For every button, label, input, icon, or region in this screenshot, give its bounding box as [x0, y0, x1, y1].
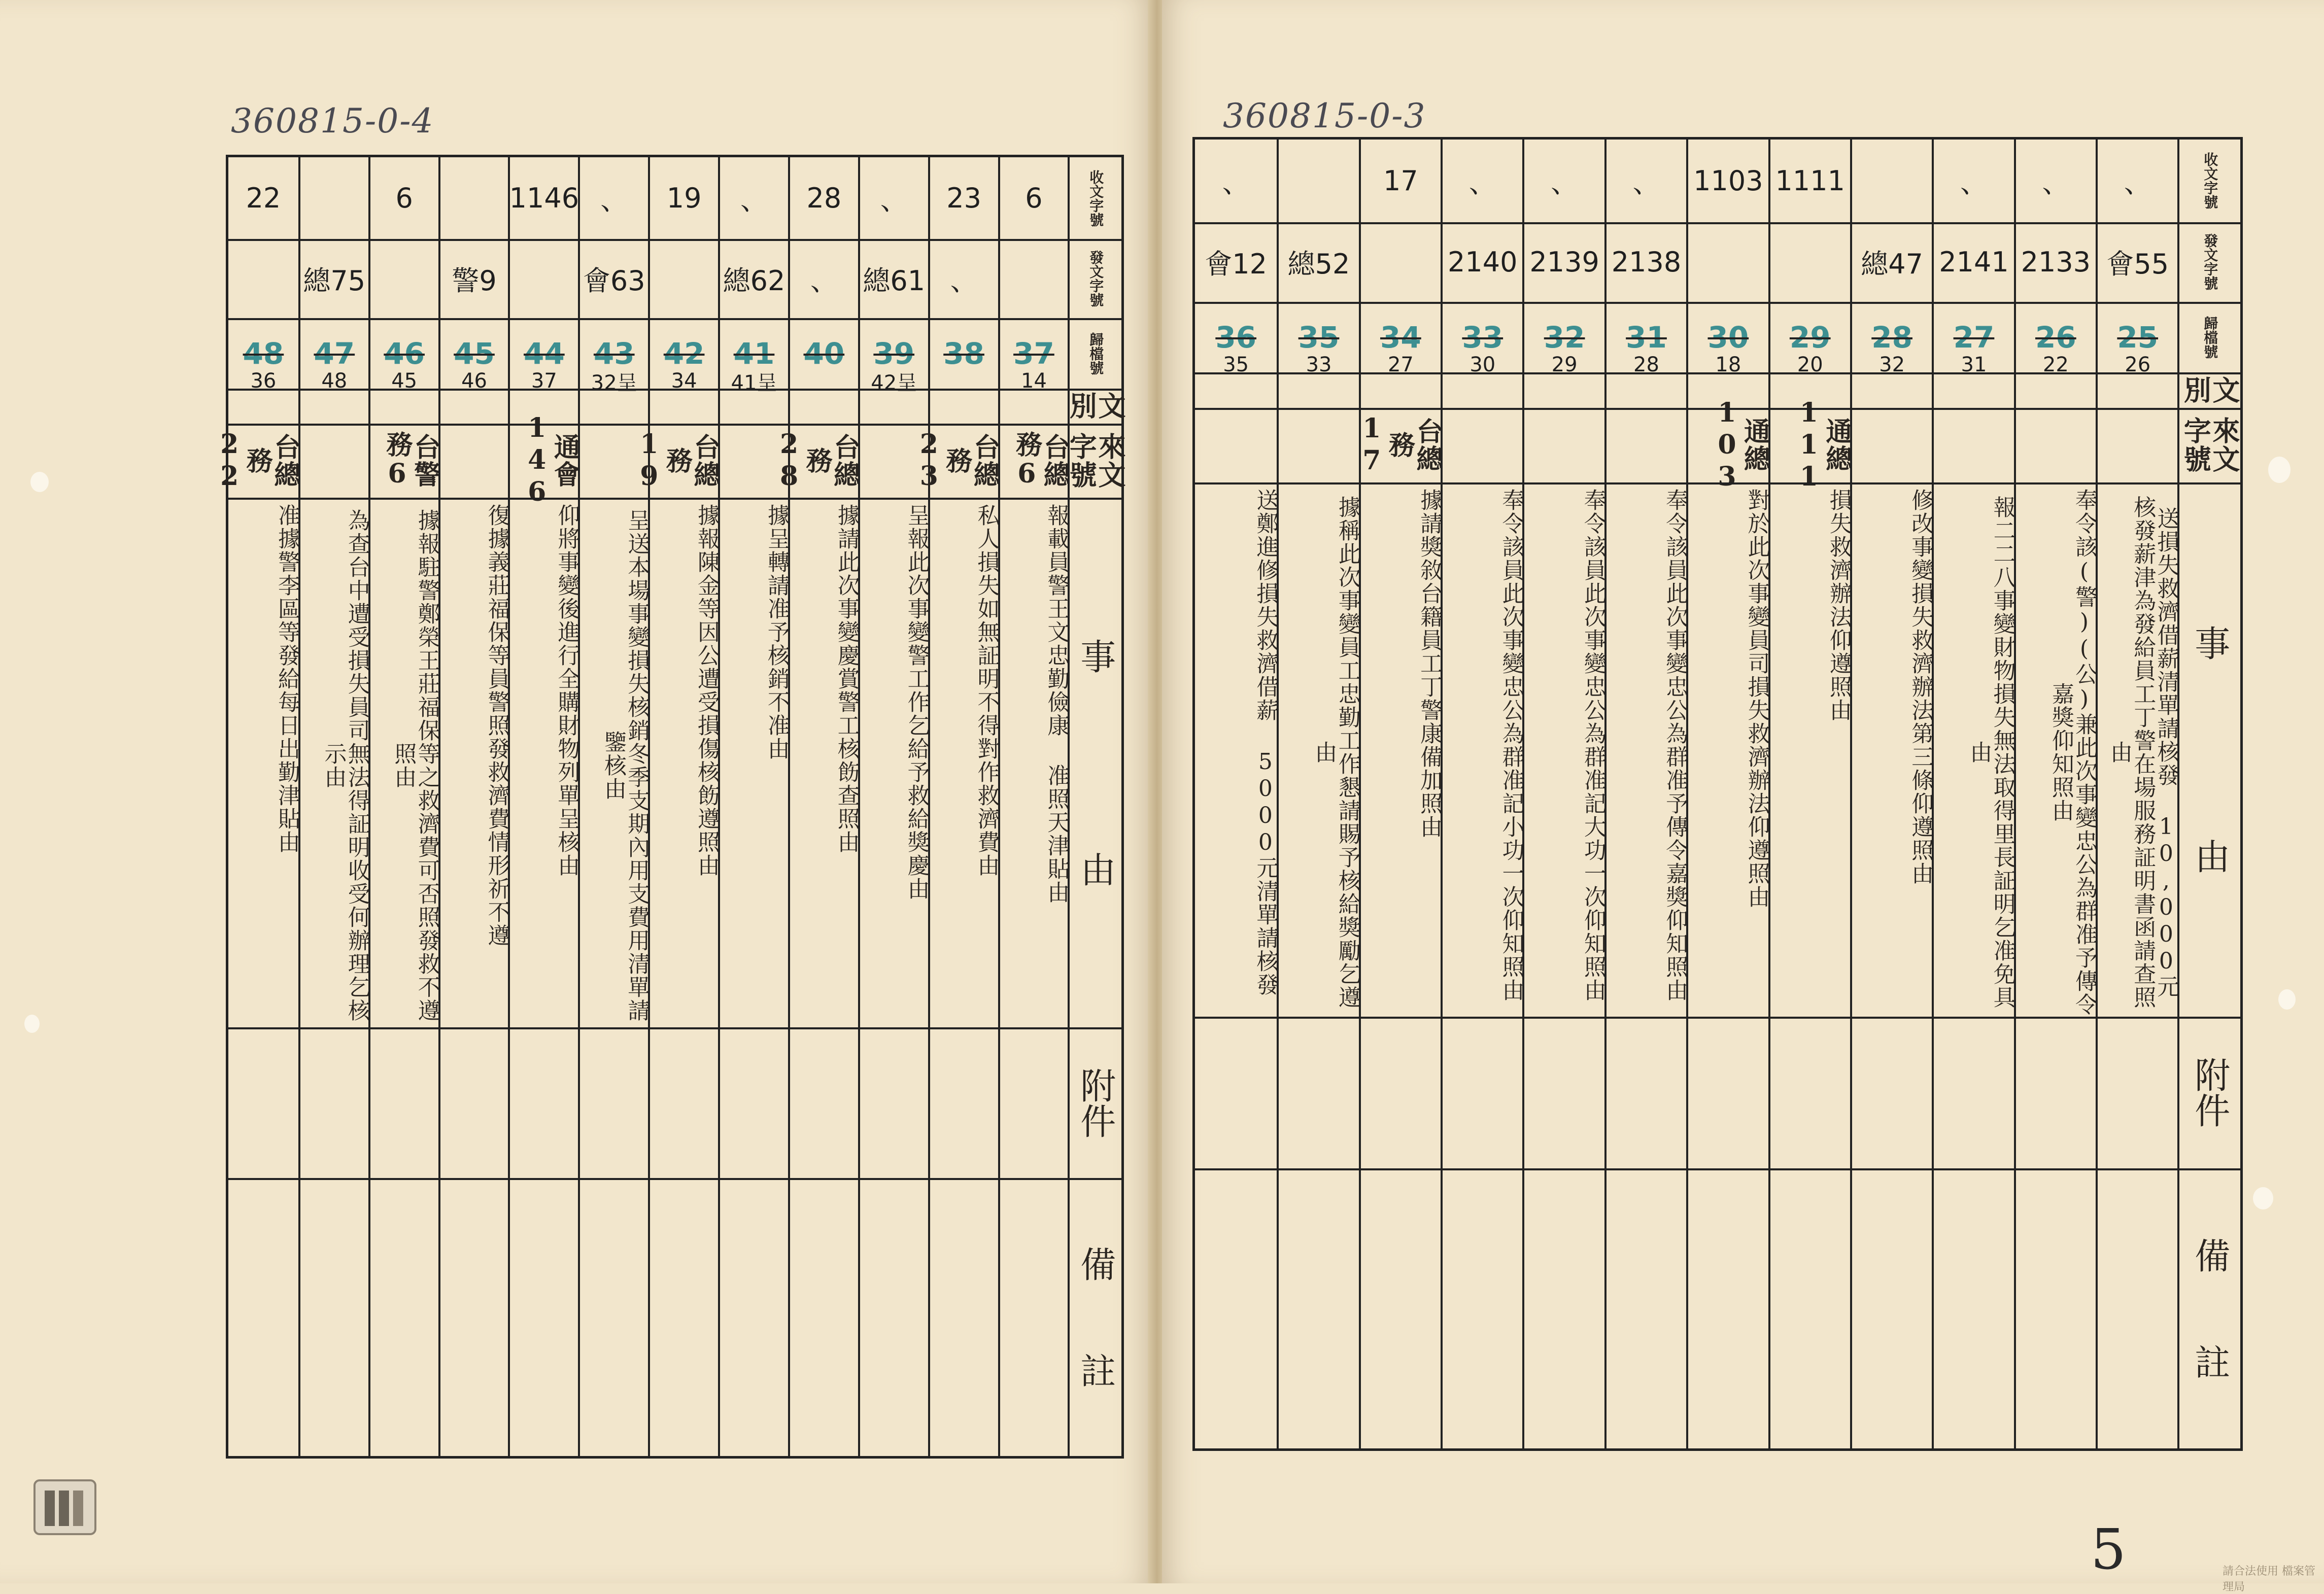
header-label-row8: 備 註 [1074, 1246, 1116, 1389]
archive-number-stamp: 40 [803, 336, 845, 371]
ledger-column [1604, 140, 1686, 1448]
subject-text: 奉令該(警)(公)兼此次事變忠公為群准予傳令嘉獎仰知照由 [2047, 489, 2098, 1017]
ledger-row-rule [228, 424, 1121, 426]
received-number: 23 [946, 182, 981, 215]
subject-text: 修改事變損失救濟辦法第三條仰遵照由 [1907, 488, 1934, 885]
header-label-row3: 歸檔號 [2202, 316, 2219, 359]
archive-watermark: 請合法使用 檔案管理局 [2223, 1565, 2315, 1593]
received-number: 6 [395, 182, 413, 215]
binder-icon [32, 1475, 97, 1536]
ledger-column [298, 157, 368, 1456]
received-number [1852, 140, 1932, 222]
subject-text: 私人損失如無証明不得對作救濟費由 [973, 503, 1000, 877]
ledger-table-left [214, 155, 1126, 1459]
received-number: 19 [666, 182, 702, 215]
subject-text: 復據義莊福保等員警照發救濟費情形祈不遵 [484, 503, 510, 947]
ledger-column [1686, 140, 1768, 1448]
subject-text: 對於此次事變員司損失救濟辦法仰遵照由 [1744, 488, 1770, 909]
sender-reference: 通總111 [1793, 397, 1852, 493]
ledger-column [578, 157, 648, 1456]
header-label-row4: 文別 [1065, 392, 1126, 421]
archive-number-new: 30 [1469, 353, 1496, 377]
received-number: 、 [1551, 166, 1579, 199]
archive-number-new: 32 [1879, 353, 1905, 377]
ledger-column [633, 157, 721, 1456]
ledger-column [998, 157, 1068, 1456]
archive-number-new: 22 [2042, 353, 2069, 377]
archive-number-stamp: 25 [2117, 320, 2159, 355]
ledger-column [1441, 140, 1522, 1448]
received-number: 、 [1632, 166, 1660, 199]
sent-number: 、 [950, 264, 978, 297]
ledger-row-rule [1195, 372, 2240, 374]
ledger-table-right [1192, 137, 2243, 1451]
received-number: 6 [1025, 182, 1043, 215]
subject-text: 送損失救濟借薪清單請核發 10,000元 核發薪津為發給員工丁警在場服務証明書函請查照由 [2106, 496, 2179, 1010]
subject-text: 據報駐警鄭榮王莊福保等之救濟費可否照發救不遵照由 [390, 508, 440, 1022]
received-number: 、 [1222, 166, 1250, 199]
sender-reference: 台總務19 [633, 428, 721, 493]
sent-number [1770, 222, 1850, 302]
paper-spot [2278, 989, 2296, 1010]
subject-text: 為查台中遭受損失員司無法得証明收受何辦理乞核示由 [320, 508, 370, 1022]
archive-number-stamp: 28 [1871, 320, 1912, 355]
archive-number-new: 41呈 [731, 371, 777, 395]
received-number [440, 157, 508, 239]
archive-number-stamp: 27 [1953, 320, 1995, 355]
archive-number-new: 33 [1306, 353, 1332, 377]
archive-number-stamp: 33 [1462, 320, 1503, 355]
received-number: 、 [880, 184, 908, 217]
archive-number-new: 26 [2125, 353, 2151, 377]
subject-text: 奉令該員此次事變忠公為群准記大功一次仰知照由 [1580, 488, 1606, 1002]
archive-number-new: 35 [1223, 353, 1249, 377]
subject-text: 據呈轉請准予核銷不准由 [763, 503, 790, 760]
sender-reference: 台總務28 [773, 428, 860, 493]
sent-number [1000, 239, 1068, 318]
sender-reference [1934, 408, 2013, 482]
archive-number-stamp: 35 [1298, 320, 1340, 355]
sent-number: 會12 [1205, 248, 1268, 280]
left-page [0, 0, 1152, 1583]
header-label-row7: 附件 [1074, 1067, 1116, 1138]
subject-text: 報二二八事變財物損失無法取得里長証明乞准免具由 [1966, 496, 2015, 1010]
header-label-row2: 發文字號 [1087, 250, 1105, 307]
sent-number: 2139 [1529, 246, 1599, 278]
archive-number-stamp: 29 [1789, 320, 1831, 355]
ledger-row-rule [228, 498, 1121, 500]
sent-number: 2133 [2021, 246, 2091, 278]
ledger-column [1768, 140, 1850, 1448]
header-label-row2: 發文字號 [2202, 233, 2219, 291]
ledger-column [1932, 140, 2013, 1448]
archive-id-right: 360815-0-3 [1223, 96, 1426, 135]
right-page [1162, 0, 2324, 1593]
archive-number-new [790, 338, 858, 423]
ledger-column [508, 157, 578, 1456]
header-label-row8: 備 註 [2189, 1237, 2231, 1379]
paper-spot [2253, 1187, 2273, 1209]
ledger-row-rule [228, 1178, 1121, 1180]
archive-number-new: 27 [1387, 353, 1414, 377]
archive-number-stamp: 38 [943, 336, 984, 371]
ledger-header-column [1065, 157, 1126, 1456]
received-number: 、 [740, 184, 768, 217]
header-label-row6: 事 由 [1074, 638, 1116, 887]
sent-number: 總75 [303, 264, 366, 297]
received-number: 、 [1960, 166, 1988, 199]
sender-reference: 通會146 [521, 412, 580, 509]
header-label-row1: 收文字號 [2202, 152, 2219, 210]
sent-number [1688, 222, 1768, 302]
header-label-row6: 事 由 [2189, 625, 2231, 874]
sent-number: 2140 [1448, 246, 1518, 278]
sent-number: 總61 [863, 264, 926, 297]
archive-number-new: 42呈 [871, 371, 917, 395]
sent-number [370, 239, 438, 318]
archive-id-left: 360815-0-4 [231, 101, 434, 141]
ledger-column [438, 157, 508, 1456]
archive-number-stamp: 45 [454, 336, 495, 371]
archive-number-stamp: 32 [1544, 320, 1585, 355]
subject-text: 呈報此次事變警工作乞給予救給獎慶由 [903, 503, 930, 900]
archive-number-new: 29 [1551, 353, 1578, 377]
header-label-row3: 歸檔號 [1087, 332, 1105, 375]
archive-number-stamp: 48 [243, 336, 284, 371]
archive-number-stamp: 47 [314, 336, 355, 371]
sent-number [510, 239, 578, 318]
subject-text: 據請獎敘台籍員工丁警康備加照由 [1416, 488, 1443, 839]
archive-number-stamp: 26 [2035, 320, 2076, 355]
ledger-row-rule [228, 389, 1121, 391]
archive-number-stamp: 34 [1380, 320, 1421, 355]
archive-number-stamp: 37 [1013, 336, 1054, 371]
received-number [300, 157, 368, 239]
ledger-row-rule [1195, 482, 2240, 484]
sent-number [1361, 222, 1441, 302]
archive-number-new: 46 [461, 369, 487, 393]
received-number: 22 [246, 182, 281, 215]
received-number: 、 [600, 184, 628, 217]
archive-number-stamp: 41 [733, 336, 775, 371]
sender-reference [1443, 408, 1522, 482]
ledger-column [1522, 140, 1604, 1448]
ledger-column [1356, 140, 1443, 1448]
subject-text: 奉令該員此次事變忠公為群准予傳令嘉獎仰知照由 [1662, 488, 1688, 1002]
sent-number: 會55 [2106, 248, 2169, 280]
ledger-row-rule [1195, 302, 2240, 304]
ledger-row-rule [228, 1027, 1121, 1029]
ledger-row-rule [1195, 222, 2240, 224]
received-number: 、 [2042, 166, 2070, 199]
subject-text: 呈送本場事變損失核銷冬季支期內用支費用清單請鑒核由 [600, 508, 650, 1022]
sender-reference: 通總103 [1711, 397, 1770, 493]
archive-number-new: 20 [1797, 353, 1823, 377]
ledger-row-rule [228, 318, 1121, 320]
sent-number: 總62 [723, 264, 785, 297]
sent-number: 2138 [1611, 246, 1682, 278]
subject-text: 准據警李區等發給每日出勤津貼由 [274, 503, 300, 854]
archive-number-stamp: 36 [1215, 320, 1257, 355]
page-number-right: 5 [2091, 1517, 2126, 1582]
header-label-row5: 來文字號 [1065, 432, 1126, 489]
sent-number: 2141 [1939, 246, 2009, 278]
archive-number-new: 45 [391, 369, 418, 393]
paper-spot [30, 472, 49, 492]
sender-reference [1279, 408, 1358, 482]
sent-number: 總52 [1287, 248, 1350, 280]
sent-number: 會63 [583, 264, 645, 297]
sender-reference: 台總務23 [913, 428, 1000, 493]
sender-reference [1852, 408, 1932, 482]
sender-reference [440, 424, 508, 498]
archive-number-new: 14 [1021, 369, 1047, 393]
subject-text: 報載員警王文忠勤儉康 准照天津貼由 [1043, 503, 1070, 904]
paper-spot [24, 1015, 40, 1033]
header-label-row1: 收文字號 [1087, 169, 1105, 227]
archive-number-stamp: 30 [1707, 320, 1749, 355]
ledger-row-rule [228, 239, 1121, 241]
ledger-row-rule [1195, 1168, 2240, 1170]
subject-text: 奉令該員此次事變忠公為群准記小功一次仰知照由 [1498, 488, 1524, 1002]
ledger-column [858, 157, 928, 1456]
subject-text: 據報陳金等因公遭受損傷核飭遵照由 [694, 503, 720, 877]
received-number [1279, 140, 1358, 222]
archive-number-stamp: 43 [593, 336, 635, 371]
sender-reference [1607, 408, 1686, 482]
received-number: 、 [1468, 166, 1496, 199]
sender-reference [1524, 408, 1604, 482]
subject-text: 據稱此次事變員工忠勤工作懇請賜予核給獎勵乞遵由 [1311, 496, 1360, 1010]
sender-reference [300, 424, 368, 498]
archive-number-new: 48 [321, 369, 348, 393]
sent-number [228, 239, 298, 318]
received-number: 、 [2124, 166, 2151, 199]
sender-reference [1195, 408, 1277, 482]
archive-number-new: 37 [531, 369, 557, 393]
received-number: 1146 [509, 182, 579, 215]
archive-number-new: 36 [250, 369, 277, 393]
sender-reference [2098, 408, 2177, 482]
sender-reference: 台總務17 [1356, 413, 1443, 477]
received-number: 28 [806, 182, 842, 215]
archive-number-stamp: 39 [873, 336, 915, 371]
received-number: 1111 [1775, 164, 1845, 197]
ledger-column [368, 157, 438, 1456]
header-label-row7: 附件 [2189, 1057, 2231, 1128]
received-number: 17 [1383, 164, 1418, 197]
subject-text: 據請此次事變慶賞警工核飭查照由 [833, 503, 860, 854]
ledger-column [214, 157, 300, 1456]
archive-number-new [930, 338, 998, 423]
sent-number: 、 [810, 264, 838, 297]
ledger-header-column [2177, 140, 2240, 1448]
archive-number-new: 31 [1961, 353, 1987, 377]
ledger-row-rule [1195, 1017, 2240, 1019]
sent-number [650, 239, 718, 318]
archive-number-stamp: 46 [384, 336, 425, 371]
archive-number-new: 34 [671, 369, 697, 393]
paper-spot [2268, 457, 2291, 483]
received-number: 1103 [1693, 164, 1763, 197]
sender-reference: 台總務6 [1011, 431, 1070, 491]
ledger-row-rule [1195, 408, 2240, 410]
ledger-column [1195, 140, 1277, 1448]
archive-number-new: 18 [1715, 353, 1741, 377]
subject-text: 損失救濟辦法仰遵照由 [1825, 488, 1852, 722]
sender-reference [2016, 408, 2096, 482]
sent-number: 總47 [1861, 248, 1923, 280]
ledger-column [2096, 140, 2177, 1448]
ledger-column [718, 157, 788, 1456]
archive-number-stamp: 42 [663, 336, 705, 371]
archive-number-new: 32呈 [591, 371, 637, 395]
header-label-row4: 文別 [2179, 376, 2241, 405]
header-label-row5: 來文字號 [2179, 417, 2241, 474]
sender-reference: 台總務22 [214, 428, 300, 493]
ledger-column [2014, 140, 2096, 1448]
ledger-column [1277, 140, 1358, 1448]
archive-number-stamp: 44 [524, 336, 565, 371]
subject-text: 仰將事變後進行全購財物列單呈核由 [554, 503, 580, 877]
subject-text: 送鄭進修損失救濟借薪 5000元清單請核發 [1252, 488, 1279, 996]
archive-number-stamp: 31 [1626, 320, 1667, 355]
ledger-column [1850, 140, 1932, 1448]
archive-number-new: 28 [1633, 353, 1659, 377]
sent-number: 警9 [452, 264, 497, 297]
sender-reference: 台警務6 [381, 431, 440, 491]
